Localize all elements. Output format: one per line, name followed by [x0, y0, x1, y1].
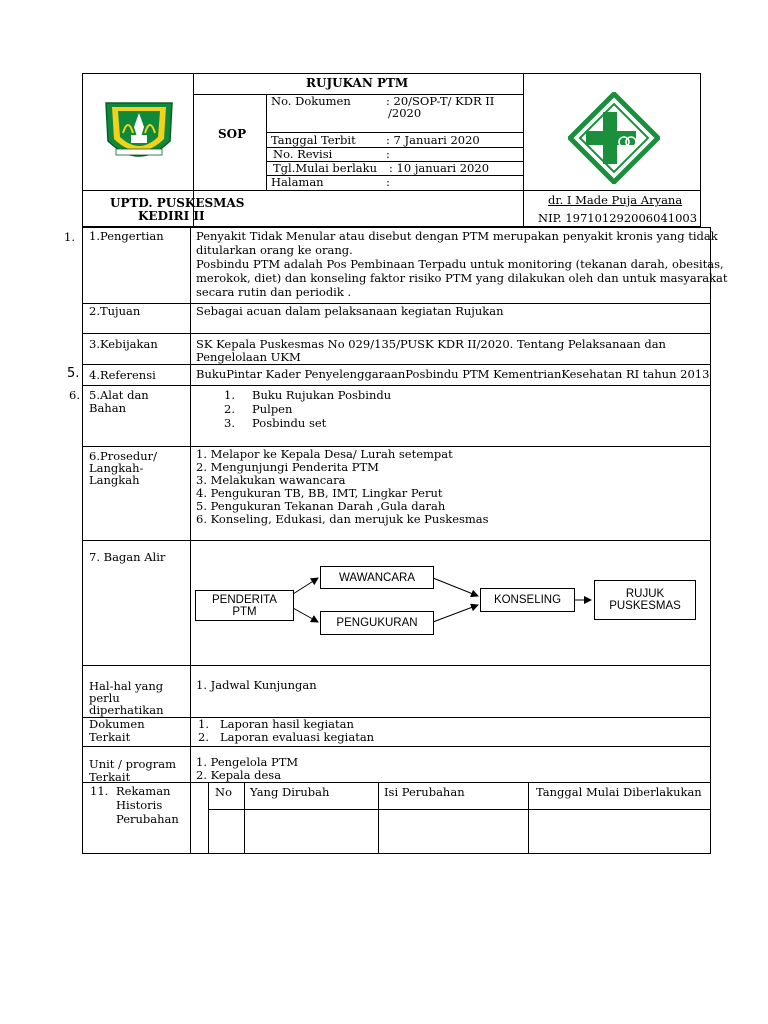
flow-node-rujuk-line2: PUSKESMAS	[609, 600, 681, 612]
alat-item-2-num: 2.	[224, 402, 235, 416]
rekaman-label-line3: Perubahan	[116, 812, 179, 826]
referensi-text: BukuPintar Kader PenyelenggaraanPosbindu PTM KementrianKesehatan RI tahun 2013	[196, 367, 710, 381]
pengertian-line-1: Penyakit Tidak Menular atau disebut dengan PTM merupakan penyakit kronis yang tidak	[196, 229, 718, 243]
history-header-tanggal: Tanggal Mulai Diberlakukan	[536, 785, 702, 799]
history-header-isi-perubahan: Isi Perubahan	[384, 785, 465, 799]
dokumen-item-1-num: 1.	[198, 717, 209, 731]
history-col-sep-1	[244, 782, 245, 854]
alat-item-3: Posbindu set	[252, 416, 327, 430]
hal-label-line2: perlu	[89, 691, 120, 705]
signatory-name[interactable]: dr. I Made Puja Aryana	[548, 193, 683, 207]
meta-value-halaman: :	[386, 175, 390, 189]
prosedur-label-line2: Langkah-	[89, 461, 144, 475]
sop-label: SOP	[218, 127, 247, 141]
dokumen-label-line2: Terkait	[89, 730, 131, 744]
flow-node-penderita-line2: PTM	[232, 605, 257, 618]
flow-node-rujuk	[594, 580, 696, 620]
flow-node-wawancara-label: WAWANCARA	[338, 571, 416, 584]
alat-item-1: Buku Rujukan Posbindu	[252, 388, 392, 402]
unit-item-2: 2. Kepala desa	[196, 768, 282, 782]
unit-label-line2: Terkait	[89, 770, 131, 784]
signatory-nip: NIP. 197101292006041003	[538, 211, 698, 225]
row-sep-kebijakan	[82, 333, 711, 334]
unit-label-line1: Unit / program	[89, 757, 176, 771]
dokumen-label-line1: Dokumen	[89, 717, 145, 731]
history-header-yang-dirubah: Yang Dirubah	[250, 785, 330, 799]
prosedur-step-4: 4. Pengukuran TB, BB, IMT, Lingkar Perut	[196, 486, 443, 500]
prosedur-step-5: 5. Pengukuran Tekanan Darah ,Gula darah	[196, 499, 446, 513]
kebijakan-line-1: SK Kepala Puskesmas No 029/135/PUSK KDR II/2020. Tentang Pelaksanaan dan	[196, 337, 666, 351]
prosedur-label-line1: 6.Prosedur/	[89, 449, 157, 463]
meta-value-tgl-mulai: : 10 januari 2020	[389, 161, 490, 175]
pengertian-line-2: ditularkan orang ke orang.	[196, 243, 353, 257]
row-number-6: 6.	[69, 388, 80, 402]
row-sep-unit	[82, 746, 711, 747]
kabupaten-logo-icon	[98, 97, 180, 167]
document-title: RUJUKAN PTM	[306, 76, 409, 90]
prosedur-step-6: 6. Konseling, Edukasi, dan merujuk ke Puskesmas	[196, 512, 489, 526]
meta-label-halaman: Halaman	[271, 175, 324, 189]
meta-value-tanggal-terbit: : 7 Januari 2020	[386, 133, 480, 147]
prosedur-step-2: 2. Mengunjungi Penderita PTM	[196, 460, 379, 474]
pengertian-line-3: Posbindu PTM adalah Pos Pembinaan Terpadu untuk monitoring (tekanan darah, obesitas,	[196, 257, 724, 271]
org-name-line1: UPTD. PUSKESMAS	[110, 196, 245, 210]
flow-node-penderita-line1: PENDERITA	[212, 593, 277, 606]
hal-text: 1. Jadwal Kunjungan	[196, 678, 317, 692]
history-header-sep	[208, 809, 711, 810]
prosedur-step-3: 3. Melakukan wawancara	[196, 473, 346, 487]
rekaman-label-line2: Historis	[116, 798, 163, 812]
flow-node-pengukuran-label: PENGUKURAN	[336, 617, 418, 629]
kebijakan-label: 3.Kebijakan	[89, 337, 158, 351]
pengertian-label: 1.Pengertian	[89, 229, 164, 243]
dokumen-item-1: Laporan hasil kegiatan	[220, 717, 354, 731]
row-number-1: 1.	[64, 230, 75, 244]
bagan-label: 7. Bagan Alir	[89, 550, 166, 564]
flow-node-konseling-label: KONSELING	[493, 594, 562, 606]
hal-label-line1: Hal-hal yang	[89, 679, 164, 693]
kebijakan-line-2: Pengelolaan UKM	[196, 350, 301, 364]
dokumen-item-2-num: 2.	[198, 730, 209, 744]
row-sep-hal	[82, 665, 711, 666]
meta-value-no-revisi: :	[386, 147, 390, 161]
flow-node-konseling	[480, 588, 575, 612]
pengertian-line-4: merokok, diet) dan konseling faktor risiko PTM yang dilakukan oleh dan untuk masyarakat	[196, 271, 728, 285]
unit-item-1: 1. Pengelola PTM	[196, 755, 299, 769]
row-sep-referensi	[82, 364, 711, 365]
rekaman-number: 11.	[90, 784, 109, 798]
alat-label-line1: 5.Alat dan	[89, 388, 149, 402]
flow-node-penderita	[195, 590, 294, 621]
meta-value-no-dokumen-cont: /2020	[388, 106, 422, 120]
prosedur-label-line3: Langkah	[89, 473, 140, 487]
row-sep-alat	[82, 385, 711, 386]
history-header-no: No	[215, 785, 232, 799]
prosedur-step-1: 1. Melapor ke Kepala Desa/ Lurah setempat	[196, 447, 453, 461]
referensi-label: 4.Referensi	[89, 368, 156, 382]
puskesmas-logo-icon	[568, 92, 660, 184]
row-number-5: 5.	[67, 366, 80, 381]
flow-node-wawancara	[320, 566, 434, 589]
tujuan-text: Sebagai acuan dalam pelaksanaan kegiatan Rujukan	[196, 304, 504, 318]
history-table-left-border	[208, 782, 209, 854]
row-sep-rekaman	[82, 782, 711, 783]
history-col-sep-2	[378, 782, 379, 854]
alat-item-1-num: 1.	[224, 388, 235, 402]
header-divider-right	[523, 73, 524, 227]
tujuan-label: 2.Tujuan	[89, 304, 141, 318]
history-col-sep-3	[528, 782, 529, 854]
alat-label-line2: Bahan	[89, 401, 126, 415]
meta-label-tgl-mulai: Tgl.Mulai berlaku	[273, 161, 377, 175]
row-sep-dokumen	[82, 717, 711, 718]
flow-node-rujuk-line1: RUJUK	[625, 588, 665, 600]
org-name-line2: KEDIRI II	[138, 209, 205, 223]
pengertian-line-5: secara rutin dan periodik .	[196, 285, 352, 299]
meta-label-tanggal-terbit: Tanggal Terbit	[271, 133, 356, 147]
flow-node-pengukuran	[320, 611, 434, 635]
header-bottom-sep	[82, 190, 701, 191]
meta-value-no-dokumen: : 20/SOP-T/ KDR II	[386, 94, 495, 108]
dokumen-item-2: Laporan evaluasi kegiatan	[220, 730, 375, 744]
alat-item-2: Pulpen	[252, 402, 293, 416]
meta-label-no-revisi: No. Revisi	[273, 147, 333, 161]
rekaman-label-line1: Rekaman	[116, 784, 171, 798]
alat-item-3-num: 3.	[224, 416, 235, 430]
hal-label-line3: diperhatikan	[89, 703, 164, 717]
meta-label-no-dokumen: No. Dokumen	[271, 94, 351, 108]
